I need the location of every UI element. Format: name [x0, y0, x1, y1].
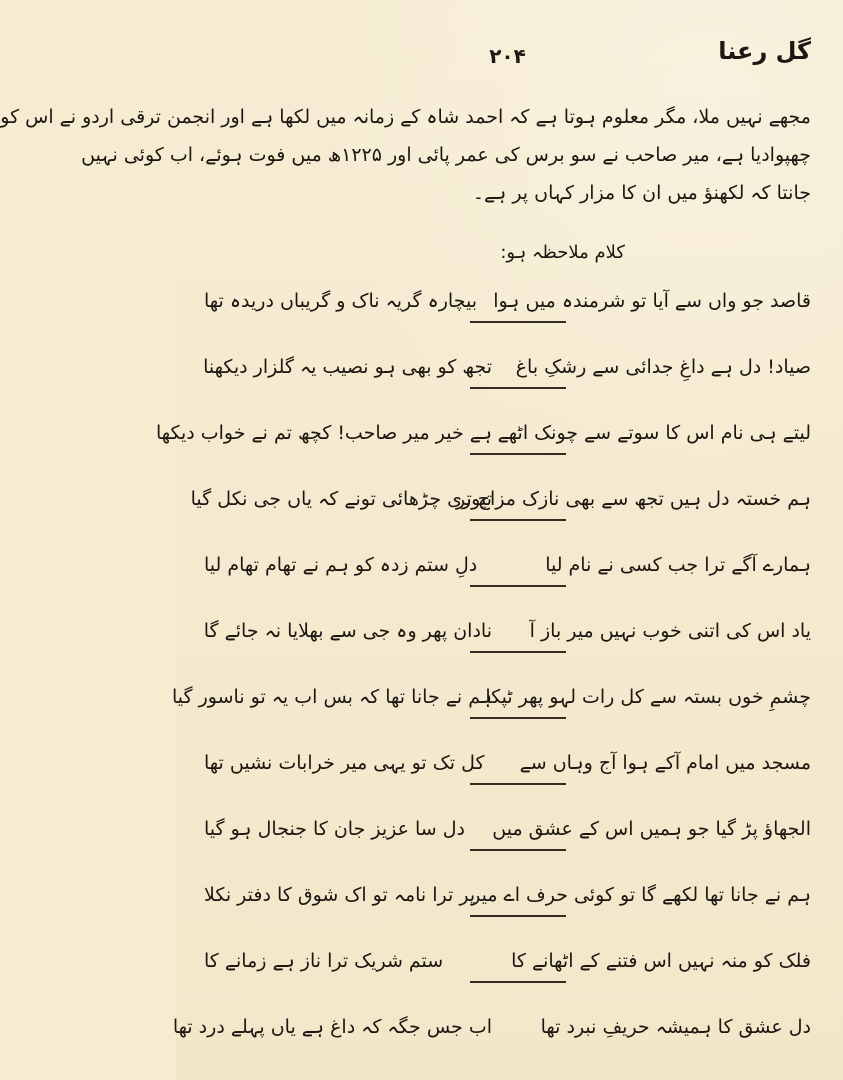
- couplet-first-line: الجھاؤ پڑ گیا جو ہمیں اس کے عشق میں: [492, 818, 811, 840]
- couplet-divider: [470, 453, 566, 455]
- couplet-divider: [470, 915, 566, 917]
- couplet-second-line: پر ترا نامہ تو اک شوق کا دفتر نکلا: [204, 884, 476, 906]
- couplet-first-line: قاصد جو واں سے آیا تو شرمندہ میں ہوا: [493, 290, 811, 312]
- page-header: [204, 38, 811, 72]
- intro-line: جانتا کہ لکھنؤ میں ان کا مزار کہاں پر ہے۔: [472, 182, 811, 204]
- couplet-first-line: دل عشق کا ہمیشہ حریفِ نبرد تھا: [540, 1016, 811, 1038]
- couplet-first-line: مسجد میں امام آکے ہوا آج وہاں سے: [519, 752, 811, 774]
- couplet: [172, 1007, 811, 1073]
- couplet-first-line: فلک کو منہ نہیں اس فتنے کے اٹھانے کا: [511, 950, 811, 972]
- couplet-second-line: ستم شریک ترا ناز ہے زمانے کا: [204, 950, 444, 972]
- couplet-first-line: صیاد! دل ہے داغِ جدائی سے رشکِ باغ: [515, 356, 811, 378]
- couplet: [172, 677, 811, 743]
- kalam-heading: کلام ملاحظہ ہو:: [500, 242, 625, 263]
- couplet: [204, 611, 811, 677]
- intro-line: چھپوادیا ہے، میر صاحب نے سو برس کی عمر پائی اور ۱۲۲۵ھ میں فوت ہوئے، اب کوئی نہیں: [81, 144, 811, 166]
- couplet: [204, 941, 811, 1007]
- couplet-list: [155, 281, 811, 1073]
- couplet-second-line: تجھ کو بھی ہو نصیب یہ گلزار دیکھنا: [203, 356, 492, 378]
- book-title: گل رعنا: [718, 37, 811, 65]
- couplet-divider: [470, 585, 566, 587]
- couplet-divider: [470, 783, 566, 785]
- couplet-first-line: ہمارے آگے ترا جب کسی نے نام لیا: [545, 554, 811, 576]
- couplet: [155, 413, 811, 479]
- couplet-first-line: چشمِ خوں بستہ سے کل رات لہو پھر ٹپکا: [485, 686, 811, 708]
- couplet: [204, 281, 811, 347]
- couplet-second-line: نادان پھر وہ جی سے بھلایا نہ جائے گا: [203, 620, 492, 642]
- couplet-second-line: بیچارہ گریہ ناک و گریباں دریدہ تھا: [204, 290, 477, 312]
- couplet-divider: [470, 849, 566, 851]
- couplet-divider: [470, 717, 566, 719]
- couplet-second-line: دل سا عزیز جان کا جنجال ہو گیا: [204, 818, 466, 840]
- couplet-divider: [470, 387, 566, 389]
- couplet: [204, 743, 811, 809]
- couplet-second-line: کل تک تو یہی میر خرابات نشیں تھا: [204, 752, 485, 774]
- couplet-second-line: تیوری چڑھائی تونے کہ یاں جی نکل گیا: [190, 488, 492, 510]
- couplet-second-line: اب جس جگہ کہ داغ ہے یاں پہلے درد تھا: [172, 1016, 492, 1038]
- couplet: [204, 347, 811, 413]
- couplet-first-line: لیتے ہی نام اس کا سوتے سے چونک اٹھے: [497, 422, 811, 444]
- couplet-first-line: ہم خستہ دل ہیں تجھ سے بھی نازک مزاج تر: [455, 488, 811, 510]
- couplet: [204, 545, 811, 611]
- couplet-second-line: دلِ ستم زدہ کو ہم نے تھام تھام لیا: [204, 554, 478, 576]
- couplet-second-line: ہم نے جانا تھا کہ بس اب یہ تو ناسور گیا: [172, 686, 492, 708]
- couplet-divider: [470, 519, 566, 521]
- page-number: ۲۰۴: [489, 44, 526, 68]
- couplet: [204, 809, 811, 875]
- intro-line: مجھے نہیں ملا، مگر معلوم ہوتا ہے کہ احمد شاہ کے زمانہ میں لکھا ہے اور انجمن ترقی اردو نے اس کو: [0, 106, 811, 128]
- intro-paragraph: [0, 98, 811, 212]
- couplet-first-line: ہم نے جانا تھا لکھے گا تو کوئی حرف اے میر: [471, 884, 811, 906]
- couplet-first-line: یاد اس کی اتنی خوب نہیں میر باز آ: [529, 620, 811, 642]
- couplet-divider: [470, 651, 566, 653]
- couplet: [204, 875, 811, 941]
- couplet: [190, 479, 811, 545]
- couplet-divider: [470, 321, 566, 323]
- couplet-second-line: ہے خیر میر صاحب! کچھ تم نے خواب دیکھا: [155, 422, 492, 444]
- couplet-divider: [470, 981, 566, 983]
